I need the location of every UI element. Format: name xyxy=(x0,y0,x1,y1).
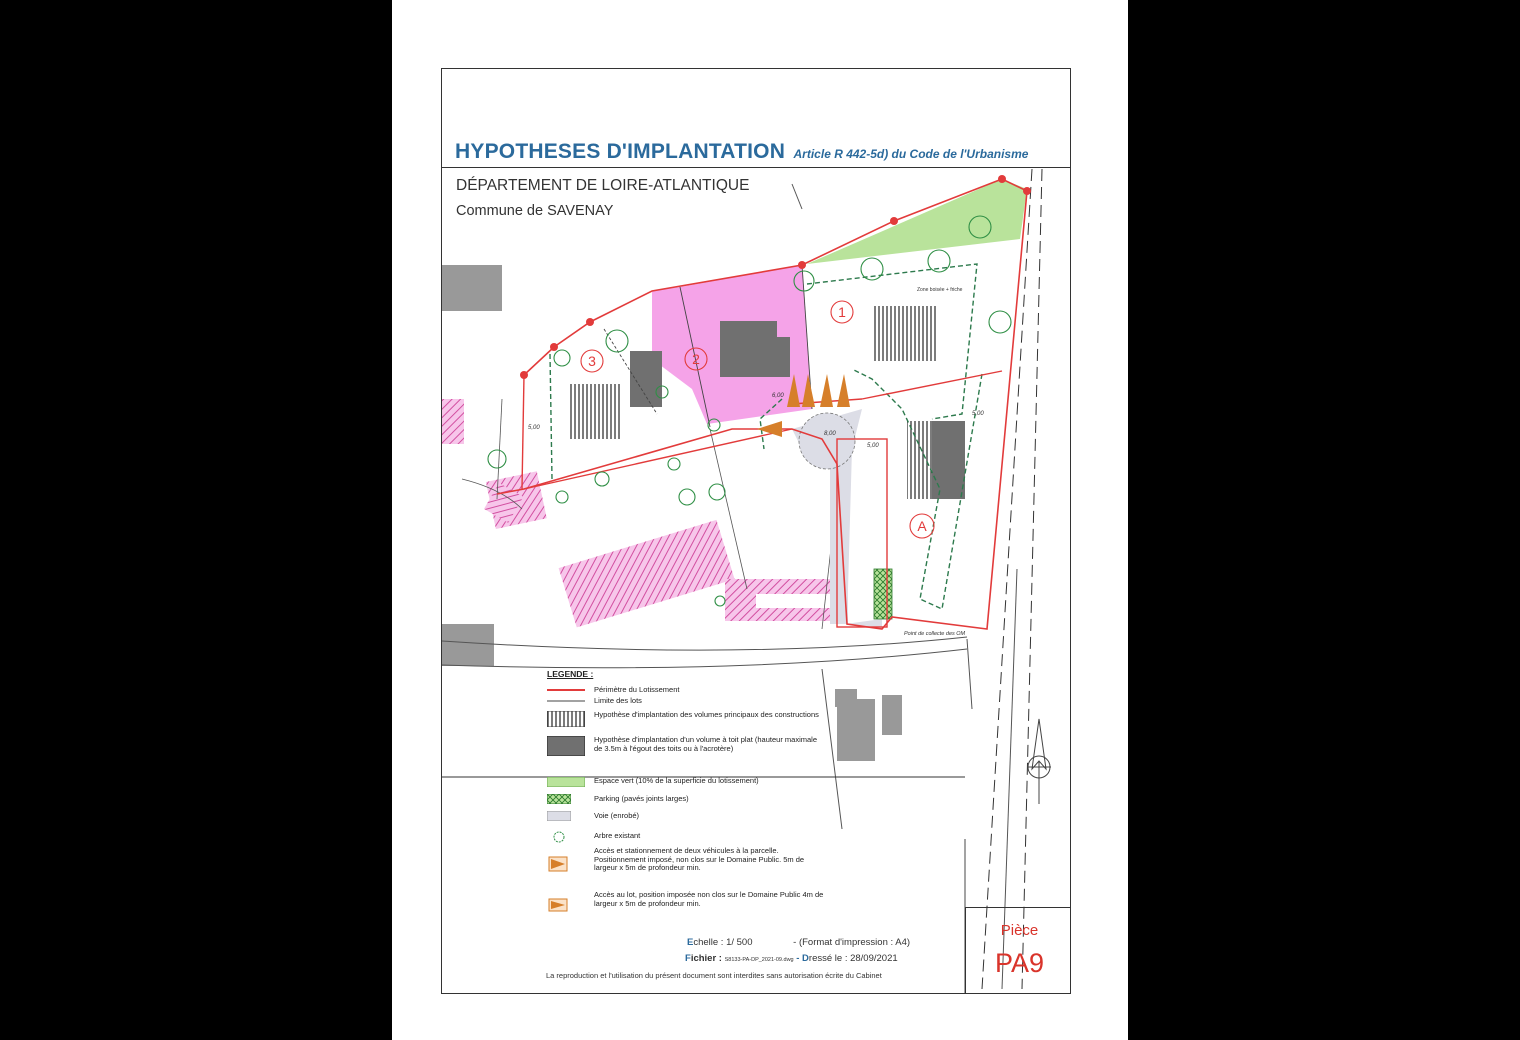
road-icon xyxy=(547,811,571,821)
title-row xyxy=(455,140,1028,164)
piece-label: Pièce xyxy=(1000,922,1039,939)
planned-building-flat xyxy=(932,421,965,499)
neighbour-building xyxy=(837,699,875,761)
context-road xyxy=(982,169,1032,989)
plan-frame: 1 2 3 A 5,00 6,00 8,00 5,00 5,00 Zone boisée + friche Point de collecte des OM HYPOTHESES D'IMPLANTATION Article R 442-5d) du Code de l'Urbanisme DÉPARTEMENT DE LOIRE-ATLANTIQUE Commune de SAVENAY LEGENDE : Périmètre du Lotissement Limite des lots Hypothèse d'implantation des volumes principaux des constructions Hypothèse d'implantation d'un volume à toit plat (hauteur maximale de 3.5m à l'égout des toits ou à l'acrotère) Espace vert (10% de la superficie du lotissement) Parking (pavés joints larges) Voie (enrobé) Arbre existant Accès et stationnement de deux véhicules à la parcelle. Positionnement imposé, non clos sur le Domaine Public. 5m de largeur x 5m de profondeur min. Accès au lot, position imposée non clos sur le Domaine Public 4m de largeur x 5m de profondeur min. Echelle : 1/ 500 - (Format d'impression : A4) Fichier : S8133-PA-DP_2021-09.dwg - Dressé le : 28/09/2021 La reproduction et l'utilisation du présent document sont interdites sans autorisation écrite du Cabinet Pièce PA9 xyxy=(441,68,1071,994)
context-road xyxy=(1022,169,1042,989)
parking-area xyxy=(874,569,892,619)
thin-line-icon xyxy=(547,697,585,705)
parking-icon xyxy=(547,794,571,804)
department-label: DÉPARTEMENT DE LOIRE-ATLANTIQUE xyxy=(456,177,750,194)
dimension-label: 5,00 xyxy=(528,425,540,431)
piece-box xyxy=(965,907,1071,994)
setback-line xyxy=(550,354,552,479)
context-road xyxy=(442,637,967,650)
existing-building xyxy=(559,520,735,628)
hatched-building-icon xyxy=(547,711,585,727)
context-road xyxy=(442,649,967,668)
dimension-label: 5,00 xyxy=(972,411,984,417)
dimension-label: 5,00 xyxy=(867,443,879,449)
title-divider xyxy=(442,167,1071,168)
neighbour-building xyxy=(882,695,902,735)
lot-limit-red xyxy=(862,371,1002,399)
green-zone-annotation: Zone boisée + friche xyxy=(917,287,963,293)
red-line-icon xyxy=(547,686,585,694)
dimension-label: 6,00 xyxy=(772,393,784,399)
context-road xyxy=(967,639,972,709)
existing-building xyxy=(442,399,464,444)
existing-building-label xyxy=(756,594,832,608)
document-sheet xyxy=(392,0,1128,1040)
commune-label: Commune de SAVENAY xyxy=(456,203,614,219)
lot-number-2: 2 xyxy=(692,351,700,367)
planned-building xyxy=(874,306,936,361)
piece-code: PA9 xyxy=(994,948,1045,978)
lot-number-3: 3 xyxy=(588,353,596,369)
reproduction-notice: La reproduction et l'utilisation du présent document sont interdites sans autorisation écrite du Cabinet xyxy=(546,971,882,980)
planned-building-flat xyxy=(630,351,662,407)
lot-number-1: 1 xyxy=(838,304,846,320)
single-access-icon xyxy=(547,891,571,921)
page-subtitle: Article R 442-5d) du Code de l'Urbanisme xyxy=(793,147,1029,161)
green-space xyxy=(807,179,1027,264)
scale-line: Echelle : 1/ 500 - (Format d'impression : A4) xyxy=(687,937,911,948)
lot-limit-red xyxy=(524,429,792,489)
collection-point-annotation: Point de collecte des OM xyxy=(904,631,966,637)
green-space-icon xyxy=(547,777,585,787)
turning-circle xyxy=(799,413,855,469)
context-road xyxy=(792,184,802,209)
legend-title: LEGENDE : xyxy=(547,669,594,679)
lot-number-a: A xyxy=(917,518,927,534)
dark-building-icon xyxy=(547,736,585,756)
file-line: Fichier : S8133-PA-DP_2021-09.dwg - Dressé le : 28/09/2021 xyxy=(685,953,898,964)
tree-icon xyxy=(547,830,571,844)
neighbour-building xyxy=(442,624,494,666)
north-arrow-icon xyxy=(1027,719,1051,804)
double-access-icon xyxy=(547,847,571,887)
neighbour-building xyxy=(442,265,502,311)
dimension-label: 8,00 xyxy=(824,431,836,437)
planned-building xyxy=(570,384,622,439)
page-title: HYPOTHESES D'IMPLANTATION xyxy=(455,140,786,163)
neighbour-building xyxy=(835,689,857,707)
lot-perimeter xyxy=(522,375,524,489)
